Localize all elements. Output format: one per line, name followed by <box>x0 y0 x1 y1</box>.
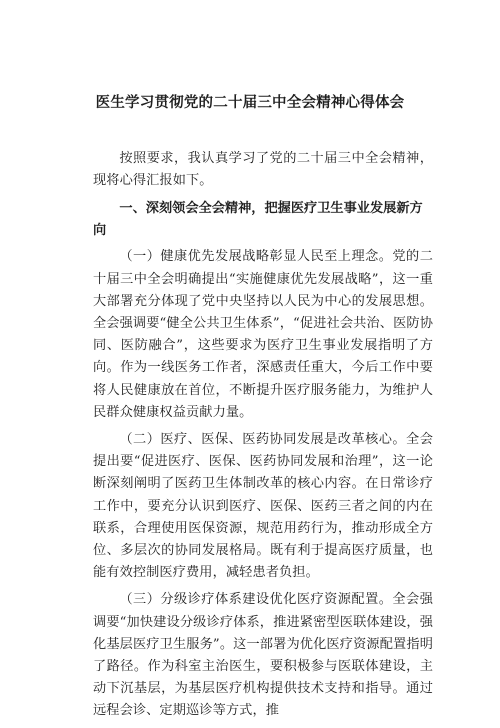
document-title: 医生学习贯彻党的二十届三中全会精神心得体会 <box>95 95 405 111</box>
section-paragraph-1: （一）健康优先发展战略彰显人民至上理念。党的二十届三中全会明确提出“实施健康优先发展战略”，这一重大部署充分体现了党中央坚持以人民为中心的发展思想。全会强调要“健全公共卫生体系”，“促进社会共治、医防协同、医防融合”，这些要求为医疗卫生事业发展指明了方向。作为一线医务工作者，深感责任重大，今后工作中要将人民健康放在首位，不断提升医疗服务能力，为维护人民群众健康权益贡献力量。 <box>93 249 433 420</box>
document-body <box>93 148 433 728</box>
section-paragraph-3: （三）分级诊疗体系建设优化医疗资源配置。全会强调要“加快建设分级诊疗体系，推进紧密型医联体建设，强化基层医疗卫生服务”。这一部署为优化医疗资源配置指明了路径。作为科室主治医生，要积极参与医联体建设，主动下沉基层，为基层医疗机构提供技术支持和指导。通过远程会诊、定期巡诊等方式，推 <box>93 592 433 719</box>
section-heading: 一、深刻领会全会精神，把握医疗卫生事业发展新方向 <box>93 201 423 239</box>
section-paragraph-2: （二）医疗、医保、医药协同发展是改革核心。全会提出要“促进医疗、医保、医药协同发展和治理”，这一论断深刻阐明了医药卫生体制改革的核心内容。在日常诊疗工作中，要充分认识到医疗、医保、医药三者之间的内在联系，合理使用医保资源，规范用药行为，推动形成全方位、多层次的协同发展格局。既有利于提高医疗质量，也能有效控制医疗费用，减轻患者负担。 <box>93 432 433 581</box>
intro-paragraph: 按照要求，我认真学习了党的二十届三中全会精神，现将心得汇报如下。 <box>93 151 433 189</box>
